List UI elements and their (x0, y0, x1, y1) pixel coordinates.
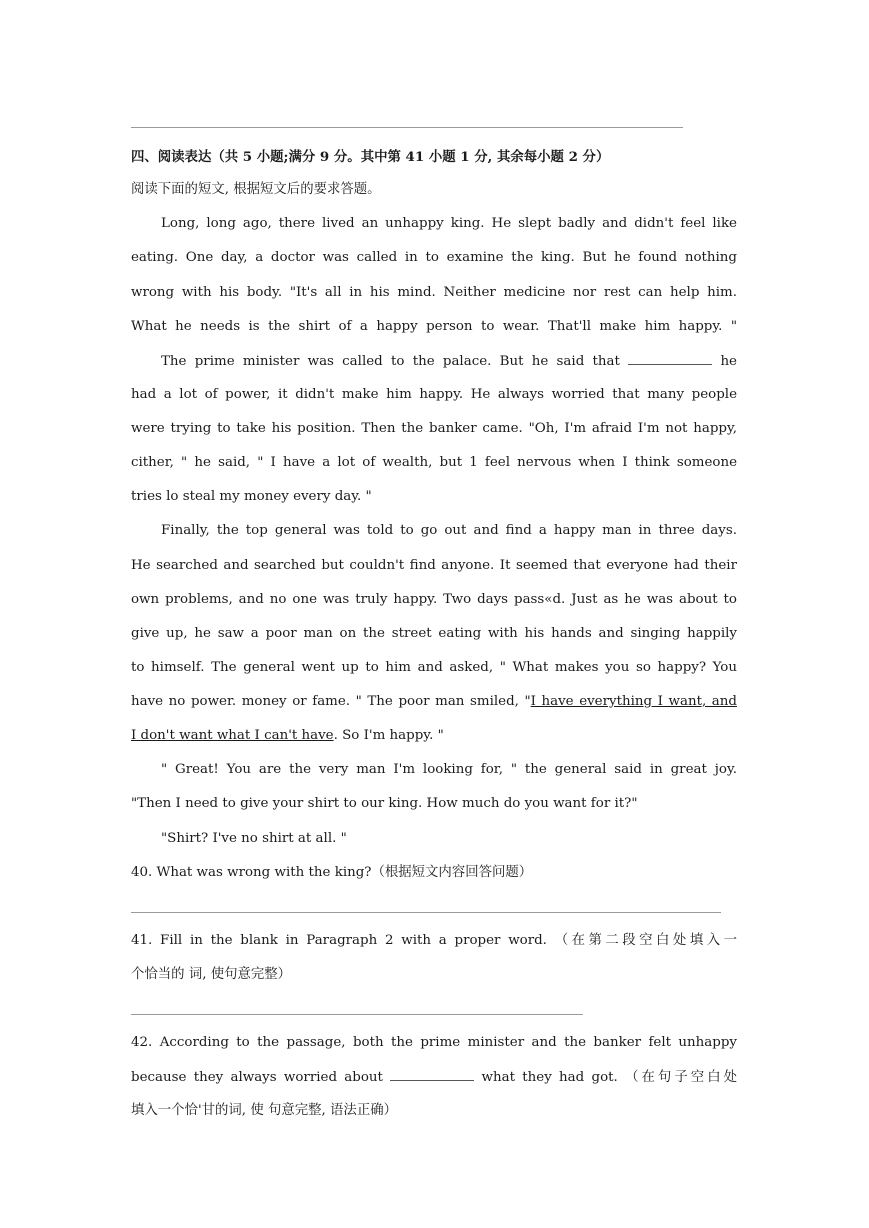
passage-line (131, 727, 737, 745)
passage-line: eating. One day, a doctor was called in to examine the king. But he found nothing (131, 250, 737, 265)
section-heading: 四、阅读表达（共 5 小题;满分 9 分。其中第 41 小题 1 分, 其余每小题 2 分） (131, 149, 610, 165)
passage-line: "Shirt? I've no shirt at all. " (161, 831, 347, 846)
passage-line: to himself. The general went up to him and asked, " What makes you so happy? You (131, 660, 737, 675)
passage-line: tries lo steal my money every day. " (131, 489, 372, 504)
passage-text: have no power. money or fame. " The poor man smiled, " (131, 694, 531, 709)
answer-blank-41[interactable] (628, 352, 712, 365)
section-instruction: 阅读下面的短文, 根据短文后的要求答题。 (131, 182, 381, 197)
underlined-sentence: I don't want what I can't have (131, 728, 334, 743)
passage-line: give up, he saw a poor man on the street eating with his hands and singing happily (131, 626, 737, 641)
passage-line: Long, long ago, there lived an unhappy king. He slept badly and didn't feel like (161, 216, 737, 231)
answer-line-41[interactable] (131, 1014, 583, 1015)
passage-line: had a lot of power, it didn't make him happy. He always worried that many people (131, 387, 737, 402)
question-40: 40. What was wrong with the king?（根据短文内容回答问题） (131, 865, 533, 880)
passage-line: cither, " he said, " I have a lot of wealth, but 1 feel nervous when I think someone (131, 455, 737, 470)
question-42-line-with-blank (131, 1068, 737, 1087)
question-42-cont: 填入一个恰'甘的词, 使 句意完整, 语法正确） (131, 1103, 397, 1118)
question-41: 41. Fill in the blank in Paragraph 2 with a proper word. （在第二段空白处填入一 (131, 933, 737, 948)
question-text: what they had got. （在句子空白处 (481, 1070, 738, 1085)
passage-line: own problems, and no one was truly happy. Two days pass«d. Just as he was about to (131, 592, 737, 607)
answer-line-40[interactable] (131, 912, 721, 913)
passage-line: He searched and searched but couldn't find anyone. It seemed that everyone had their (131, 558, 737, 573)
passage-line-with-blank (161, 352, 737, 371)
question-42: 42. According to the passage, both the prime minister and the banker felt unhappy (131, 1035, 737, 1050)
passage-text: he (720, 354, 737, 369)
answer-blank-42[interactable] (390, 1068, 474, 1081)
passage-line: "Then I need to give your shirt to our king. How much do you want for it?" (131, 796, 638, 811)
passage-line: wrong with his body. "It's all in his mind. Neither medicine nor rest can help him. (131, 285, 737, 300)
question-text: because they always worried about (131, 1070, 383, 1085)
passage-line (131, 693, 737, 711)
passage-text: The prime minister was called to the palace. But he said that (161, 354, 620, 369)
top-divider (131, 127, 683, 128)
underlined-sentence: I have everything I want, and (530, 694, 737, 709)
question-41-cont: 个恰当的 词, 使句意完整） (131, 967, 292, 982)
passage-text: . So I'm happy. " (333, 728, 444, 743)
passage-line: What he needs is the shirt of a happy person to wear. That'll make him happy. " (131, 319, 737, 334)
passage-line: Finally, the top general was told to go out and find a happy man in three days. (161, 523, 737, 538)
passage-line: were trying to take his position. Then the banker came. "Oh, I'm afraid I'm not happy, (131, 421, 737, 436)
passage-line: " Great! You are the very man I'm looking for, " the general said in great joy. (161, 762, 737, 777)
